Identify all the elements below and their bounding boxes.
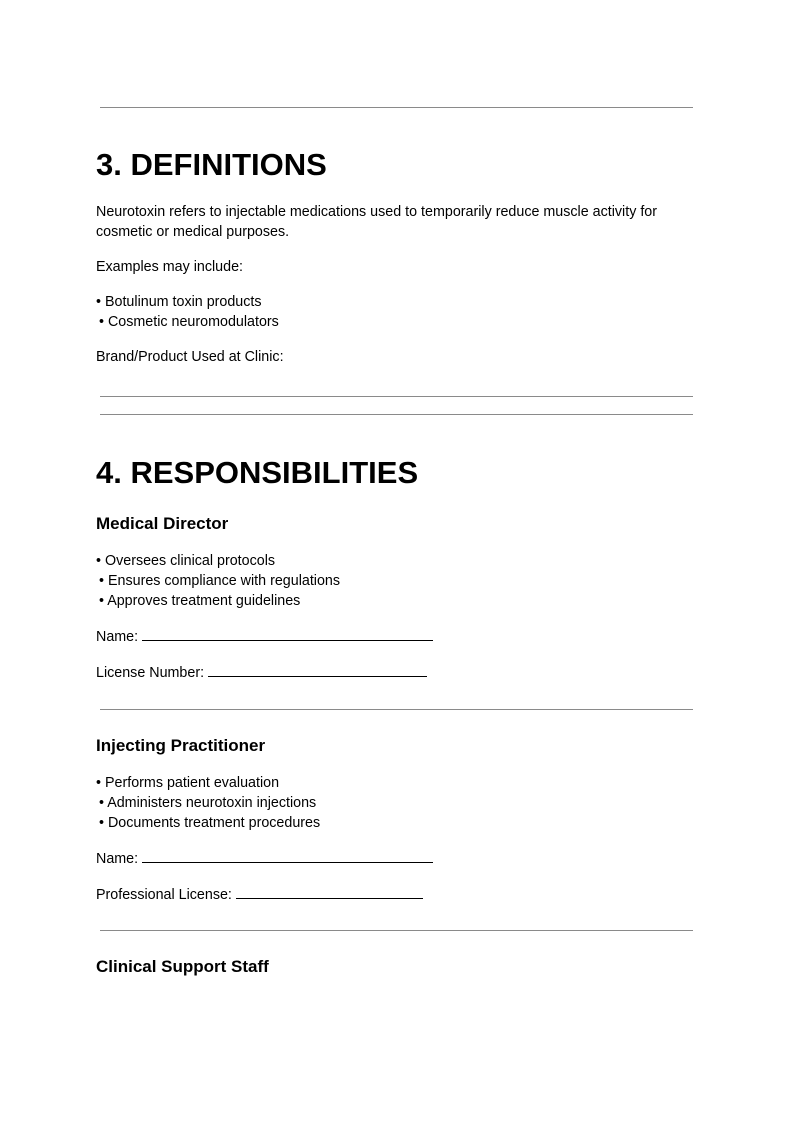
injecting-practitioner-license-field xyxy=(96,884,423,905)
injecting-practitioner-name-label: Name: xyxy=(96,851,139,867)
medical-director-name-field xyxy=(96,626,433,647)
injecting-practitioner-bullet: • Documents treatment procedures xyxy=(99,815,321,831)
brand-product-entry-line[interactable] xyxy=(100,396,693,397)
injecting-practitioner-license-input[interactable] xyxy=(236,884,423,899)
injecting-practitioner-name-input[interactable] xyxy=(142,848,433,863)
injecting-practitioner-bullet: • Administers neurotoxin injections xyxy=(99,795,317,811)
brand-product-label: Brand/Product Used at Clinic: xyxy=(96,349,284,365)
medical-director-title: Medical Director xyxy=(96,514,229,533)
medical-director-bullet: • Ensures compliance with regulations xyxy=(99,573,341,589)
definitions-paragraph-line-1: Neurotoxin refers to injectable medications used to temporarily reduce muscle activity for xyxy=(96,204,658,220)
medical-director-license-label: License Number: xyxy=(96,665,205,681)
injecting-practitioner-license-label: Professional License: xyxy=(96,887,232,903)
medical-director-license-field xyxy=(96,662,427,683)
definitions-paragraph-line-2: cosmetic or medical purposes. xyxy=(96,224,290,240)
top-divider xyxy=(100,107,693,108)
medical-director-bullet: • Oversees clinical protocols xyxy=(96,553,276,569)
injecting-practitioner-name-field xyxy=(96,848,433,869)
responsibilities-heading: 4. RESPONSIBILITIES xyxy=(96,455,419,490)
medical-director-name-input[interactable] xyxy=(142,626,433,641)
medical-director-license-input[interactable] xyxy=(208,662,427,677)
medical-director-bullet: • Approves treatment guidelines xyxy=(99,593,301,609)
section-divider xyxy=(100,414,693,415)
example-item: • Botulinum toxin products xyxy=(96,294,262,310)
section-divider xyxy=(100,709,693,710)
clinical-support-staff-title: Clinical Support Staff xyxy=(96,957,269,976)
injecting-practitioner-title: Injecting Practitioner xyxy=(96,736,266,755)
medical-director-name-label: Name: xyxy=(96,629,139,645)
section-divider xyxy=(100,930,693,931)
example-item: • Cosmetic neuromodulators xyxy=(99,314,279,330)
injecting-practitioner-bullet: • Performs patient evaluation xyxy=(96,775,280,791)
examples-label: Examples may include: xyxy=(96,259,244,275)
definitions-heading: 3. DEFINITIONS xyxy=(96,147,327,182)
